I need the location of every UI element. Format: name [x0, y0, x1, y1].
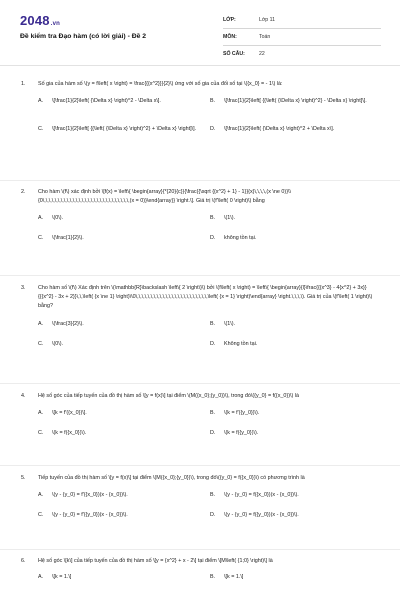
option-letter: C. [38, 126, 44, 133]
question-number: 3. [21, 285, 26, 291]
option-a[interactable] [38, 97, 198, 106]
option-letter: C. [38, 430, 44, 437]
option-letter: D. [210, 235, 216, 242]
option-letter: C. [38, 340, 44, 347]
option-a[interactable] [38, 214, 198, 223]
question-text: Cho hàm \(f\) xác định bởi \[f(x) = \left\{ \begin{array}{*{20}{c}}{\frac{{\sqrt {{x^2} + 1} - 1}}{x}\,\,\,\,(x \ne 0)}\\{0\,\,\,\,\,\,\,\,\,\,\,\,\,\,\,\,\,\,\,\,\,\,\,\,\,\,\,\,\,(x = 0)}\end{array}} \right.\]. Giá trị \(f'\left( 0 \right)\) bằng [38, 189, 291, 205]
option-letter: B. [210, 574, 216, 581]
question-number: 6. [21, 558, 26, 564]
option-letter: A. [38, 410, 44, 417]
question-2 [21, 188, 381, 254]
question-text: Tiếp tuyến của đồ thị hàm số \[y = f(x)\] tại điểm \(M({x_0};{y_0})\), trong đó\({y_0} = f({x_0})\) có phương trình là [38, 475, 305, 481]
option-letter: D. [210, 126, 216, 133]
option-c[interactable] [38, 125, 198, 134]
question-number: 4. [21, 393, 26, 399]
option-letter: A. [38, 320, 44, 327]
option-b[interactable] [210, 214, 370, 223]
question-number: 1. [21, 81, 26, 87]
option-text: \[\frac{1}{2}\left[ {{\left( {\Delta x} \right)^2} - \Delta x} \right]\]. [224, 98, 367, 105]
option-c[interactable] [38, 429, 198, 438]
option-letter: D. [210, 430, 216, 437]
option-text: \(0\). [52, 340, 64, 347]
header-divider [0, 65, 400, 66]
option-b[interactable] [210, 491, 370, 500]
question-text: Hệ số góc của tiếp tuyến của đồ thị hàm số \[y = f(x)\] tại điểm \(M({x_0};{y_0})\), trong đó\({y_0} = f({x_0})\) là [38, 393, 299, 399]
option-letter: A. [38, 215, 44, 222]
option-letter: C. [38, 512, 44, 519]
meta-row-grade [223, 12, 381, 29]
option-letter: B. [210, 215, 216, 222]
option-text: Không tồn tại. [224, 340, 258, 347]
site-logo[interactable] [20, 13, 60, 28]
option-letter: B. [210, 410, 216, 417]
option-c[interactable] [38, 234, 198, 243]
page-title: Đề kiểm tra Đạo hàm (có lời giải) - Đề 2 [20, 33, 147, 40]
question-options [38, 320, 381, 360]
meta-row-subject [223, 29, 381, 46]
question-text: Hệ số góc \[k\] của tiếp tuyến của đồ thị hàm số \[y = {x^2} + x - 2\] tại điểm \[M\left( {1;0} \right)\] là [38, 558, 273, 564]
meta-value: 22 [259, 51, 265, 57]
question-divider [0, 275, 400, 276]
option-text: \(y - {y_0} = f'({y_0})(x - {x_0})\). [52, 512, 128, 519]
question-number: 5. [21, 475, 26, 481]
option-a[interactable] [38, 573, 198, 582]
option-c[interactable] [38, 340, 198, 349]
option-text: \(1\). [224, 320, 236, 327]
option-text: \[k = 1.\] [52, 574, 72, 581]
question-options [38, 573, 381, 593]
question-number: 2. [21, 189, 26, 195]
option-d[interactable] [210, 429, 370, 438]
option-letter: D. [210, 512, 216, 519]
option-text: \(\frac{3}{2}\). [52, 320, 84, 327]
option-letter: A. [38, 574, 44, 581]
option-a[interactable] [38, 491, 198, 500]
question-4 [21, 392, 381, 449]
option-text: \[\frac{1}{2}\left( {\Delta x} \right)^2 + \Delta x\]. [224, 126, 335, 133]
option-letter: B. [210, 98, 216, 105]
logo-sub: .vn [50, 21, 61, 27]
option-d[interactable] [210, 125, 370, 134]
question-1 [21, 80, 381, 157]
option-text: \(1\). [224, 215, 236, 222]
question-divider [0, 549, 400, 550]
question-text: Cho hàm số \(f\) Xác định trên \(\mathbb{R}\backslash \left\{ 2 \right\}\) bởi \(f\left( x \right) = \left\{ \begin{array}{l}\frac{{{x^3} - 4{x^2} + 3x}}{{{x^2} - 3x + 2}}\,\,\left( {x \ne 1} \right)\\0\,\,\,\,\,\,\,\,\,\,\,\,\,\,\,\,\,\,\,\,\,\,\,\,\left( {x = 1} \right)\end{array} \right.\,\,\,\). Giá trị của \(f'\left( 1 \right)\) bằng? [38, 285, 373, 310]
option-d[interactable] [210, 340, 370, 349]
question-options [38, 97, 381, 157]
meta-value: Toán [259, 34, 271, 40]
option-text: \[k = 1.\] [224, 574, 244, 581]
question-divider [0, 180, 400, 181]
option-d[interactable] [210, 511, 370, 520]
option-b[interactable] [210, 409, 370, 418]
meta-label: LỚP: [223, 17, 236, 23]
option-text: \(k = f'({y_0})\). [224, 410, 260, 417]
option-text: \(y - {y_0} = f({y_0})(x - {x_0})\). [224, 512, 299, 519]
question-5 [21, 474, 381, 531]
option-text: \(y - {y_0} = f'({x_0})(x - {x_0})\). [52, 492, 128, 499]
option-letter: D. [210, 340, 216, 347]
question-options [38, 214, 381, 254]
option-b[interactable] [210, 97, 370, 106]
logo-main: 2048 [20, 13, 50, 28]
option-letter: A. [38, 492, 44, 499]
option-text: \(0\). [52, 215, 64, 222]
option-letter: B. [210, 320, 216, 327]
meta-row-count [223, 46, 381, 62]
option-b[interactable] [210, 573, 370, 582]
option-a[interactable] [38, 320, 198, 329]
question-text: Số gia của hàm số \(y = f\left( x \right) = \frac{{{x^2}}}{2}\) ứng với số gia của đối số tại \({x_0} = - 1\) là: [38, 81, 283, 87]
meta-label: SỐ CÂU: [223, 51, 245, 57]
exam-meta-table [223, 12, 381, 62]
question-options [38, 491, 381, 531]
option-text: \[\frac{1}{2}\left[ {{\left( {\Delta x} \right)^2} + \Delta x} \right]\]. [52, 126, 197, 133]
option-a[interactable] [38, 409, 198, 418]
option-text: \[\frac{1}{2}\left( {\Delta x} \right)^2 - \Delta x\]. [52, 98, 161, 105]
question-divider [0, 465, 400, 466]
question-divider [0, 383, 400, 384]
question-options [38, 409, 381, 449]
option-letter: C. [38, 235, 44, 242]
option-text: không tồn tại. [224, 235, 257, 242]
option-c[interactable] [38, 511, 198, 520]
option-text: \(k = f({y_0})\). [224, 430, 259, 437]
option-text: \[k = f'({x_0})\]. [52, 410, 87, 417]
question-3 [21, 284, 381, 360]
option-text: \(\frac{1}{2}\). [52, 235, 84, 242]
question-6 [21, 557, 381, 593]
meta-value: Lớp 11 [259, 17, 275, 23]
option-text: \(y - {y_0} = f({x_0})(x - {x_0})\). [224, 492, 299, 499]
option-b[interactable] [210, 320, 370, 329]
option-d[interactable] [210, 234, 370, 243]
option-text: \(k = f({x_0})\). [52, 430, 87, 437]
meta-label: MÔN: [223, 34, 237, 40]
option-letter: A. [38, 98, 44, 105]
option-letter: B. [210, 492, 216, 499]
